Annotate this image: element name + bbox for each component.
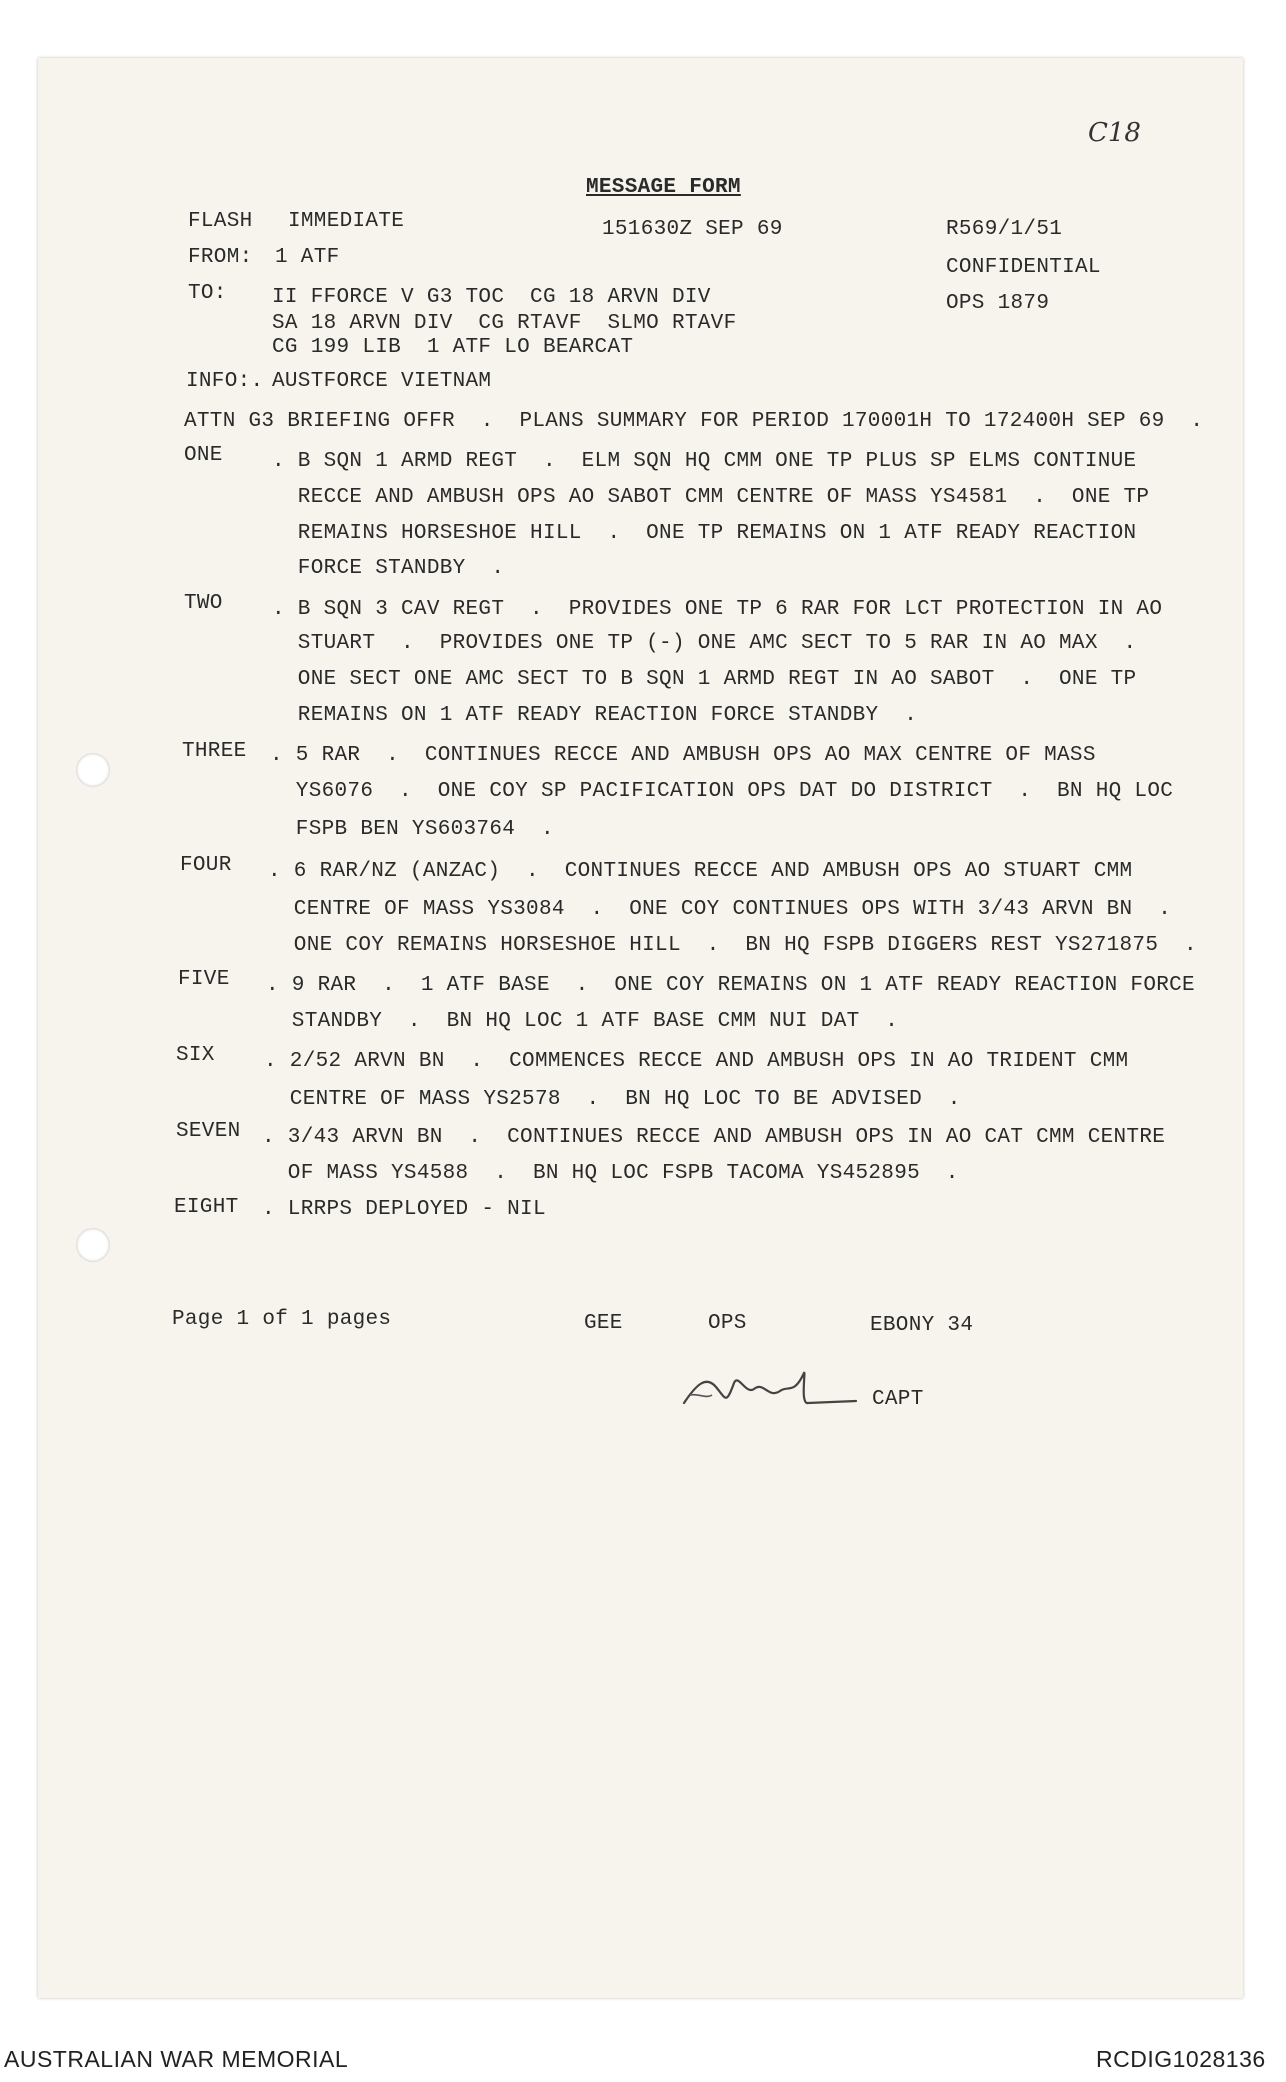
archive-id: RCDIG1028136 bbox=[1096, 2046, 1266, 2072]
from-label: FROM: bbox=[188, 246, 253, 269]
paragraph-line: . 2/52 ARVN BN . COMMENCES RECCE AND AMBUSH OPS IN AO TRIDENT CMM bbox=[264, 1050, 1129, 1073]
classification: CONFIDENTIAL bbox=[946, 256, 1101, 279]
paragraph-line: . 5 RAR . CONTINUES RECCE AND AMBUSH OPS AO MAX CENTRE OF MASS bbox=[270, 744, 1096, 767]
to-line-1: II FFORCE V G3 TOC CG 18 ARVN DIV bbox=[272, 286, 711, 309]
attention-line: ATTN G3 BRIEFING OFFR . PLANS SUMMARY FOR PERIOD 170001H TO 172400H SEP 69 . bbox=[184, 410, 1204, 433]
paragraph-line: . 9 RAR . 1 ATF BASE . ONE COY REMAINS ON 1 ATF READY REACTION FORCE bbox=[266, 974, 1195, 997]
paragraph-label: THREE bbox=[182, 740, 247, 763]
to-line-3: CG 199 LIB 1 ATF LO BEARCAT bbox=[272, 336, 634, 359]
form-title: MESSAGE FORM bbox=[586, 176, 741, 199]
to-line-2: SA 18 ARVN DIV CG RTAVF SLMO RTAVF bbox=[272, 312, 737, 335]
precedence-flash: FLASH bbox=[188, 210, 253, 233]
from-value: 1 ATF bbox=[275, 246, 340, 269]
paragraph-line: CENTRE OF MASS YS3084 . ONE COY CONTINUES OPS WITH 3/43 ARVN BN . bbox=[268, 898, 1172, 921]
paragraph-line: FSPB BEN YS603764 . bbox=[270, 818, 554, 841]
paragraph-label: ONE bbox=[184, 444, 223, 467]
precedence-immediate: IMMEDIATE bbox=[288, 210, 405, 233]
page-count: Page 1 of 1 pages bbox=[172, 1308, 392, 1331]
paragraph-line: CENTRE OF MASS YS2578 . BN HQ LOC TO BE ADVISED . bbox=[264, 1088, 961, 1111]
paragraph-label: SIX bbox=[176, 1044, 215, 1067]
punch-hole bbox=[76, 1228, 110, 1262]
paragraph-line: ONE COY REMAINS HORSESHOE HILL . BN HQ FSPB DIGGERS REST YS271875 . bbox=[268, 934, 1197, 957]
punch-hole bbox=[76, 753, 110, 787]
to-label: TO: bbox=[188, 282, 227, 305]
paragraph-line: YS6076 . ONE COY SP PACIFICATION OPS DAT DO DISTRICT . BN HQ LOC bbox=[270, 780, 1174, 803]
info-value: AUSTFORCE VIETNAM bbox=[272, 370, 492, 393]
telephone: EBONY 34 bbox=[870, 1314, 974, 1337]
paragraph-label: SEVEN bbox=[176, 1120, 241, 1143]
paragraph-line: REMAINS ON 1 ATF READY REACTION FORCE STANDBY . bbox=[272, 704, 918, 727]
reference-number: R569/1/51 bbox=[946, 218, 1063, 241]
paragraph-line: . 3/43 ARVN BN . CONTINUES RECCE AND AMBUSH OPS IN AO CAT CMM CENTRE bbox=[262, 1126, 1166, 1149]
paragraph-line: FORCE STANDBY . bbox=[272, 557, 505, 580]
paragraph-line: . 6 RAR/NZ (ANZAC) . CONTINUES RECCE AND AMBUSH OPS AO STUART CMM bbox=[268, 860, 1133, 883]
paragraph-label: EIGHT bbox=[174, 1196, 239, 1219]
drafter: GEE bbox=[584, 1312, 623, 1335]
paragraph-line: RECCE AND AMBUSH OPS AO SABOT CMM CENTRE OF MASS YS4581 . ONE TP bbox=[272, 486, 1150, 509]
date-time-group: 151630Z SEP 69 bbox=[602, 218, 783, 241]
info-label: INFO:. bbox=[186, 370, 264, 393]
paragraph-line: . B SQN 1 ARMD REGT . ELM SQN HQ CMM ONE TP PLUS SP ELMS CONTINUE bbox=[272, 450, 1137, 473]
handwritten-annotation: C18 bbox=[1088, 118, 1141, 148]
paragraph-line: OF MASS YS4588 . BN HQ LOC FSPB TACOMA YS452895 . bbox=[262, 1162, 959, 1185]
paragraph-line: . LRRPS DEPLOYED - NIL bbox=[262, 1198, 546, 1221]
signature bbox=[676, 1365, 866, 1415]
paragraph-label: TWO bbox=[184, 592, 223, 615]
archive-source: AUSTRALIAN WAR MEMORIAL bbox=[4, 2046, 349, 2072]
paragraph-label: FOUR bbox=[180, 854, 232, 877]
signatory-rank: CAPT bbox=[872, 1388, 924, 1411]
paragraph-line: . B SQN 3 CAV REGT . PROVIDES ONE TP 6 RAR FOR LCT PROTECTION IN AO bbox=[272, 598, 1163, 621]
paragraph-line: ONE SECT ONE AMC SECT TO B SQN 1 ARMD REGT IN AO SABOT . ONE TP bbox=[272, 668, 1137, 691]
ops-number: OPS 1879 bbox=[946, 292, 1050, 315]
paragraph-line: STUART . PROVIDES ONE TP (-) ONE AMC SECT TO 5 RAR IN AO MAX . bbox=[272, 632, 1137, 655]
branch: OPS bbox=[708, 1312, 747, 1335]
paragraph-line: STANDBY . BN HQ LOC 1 ATF BASE CMM NUI DAT . bbox=[266, 1010, 899, 1033]
paragraph-label: FIVE bbox=[178, 968, 230, 991]
paragraph-line: REMAINS HORSESHOE HILL . ONE TP REMAINS ON 1 ATF READY REACTION bbox=[272, 522, 1137, 545]
